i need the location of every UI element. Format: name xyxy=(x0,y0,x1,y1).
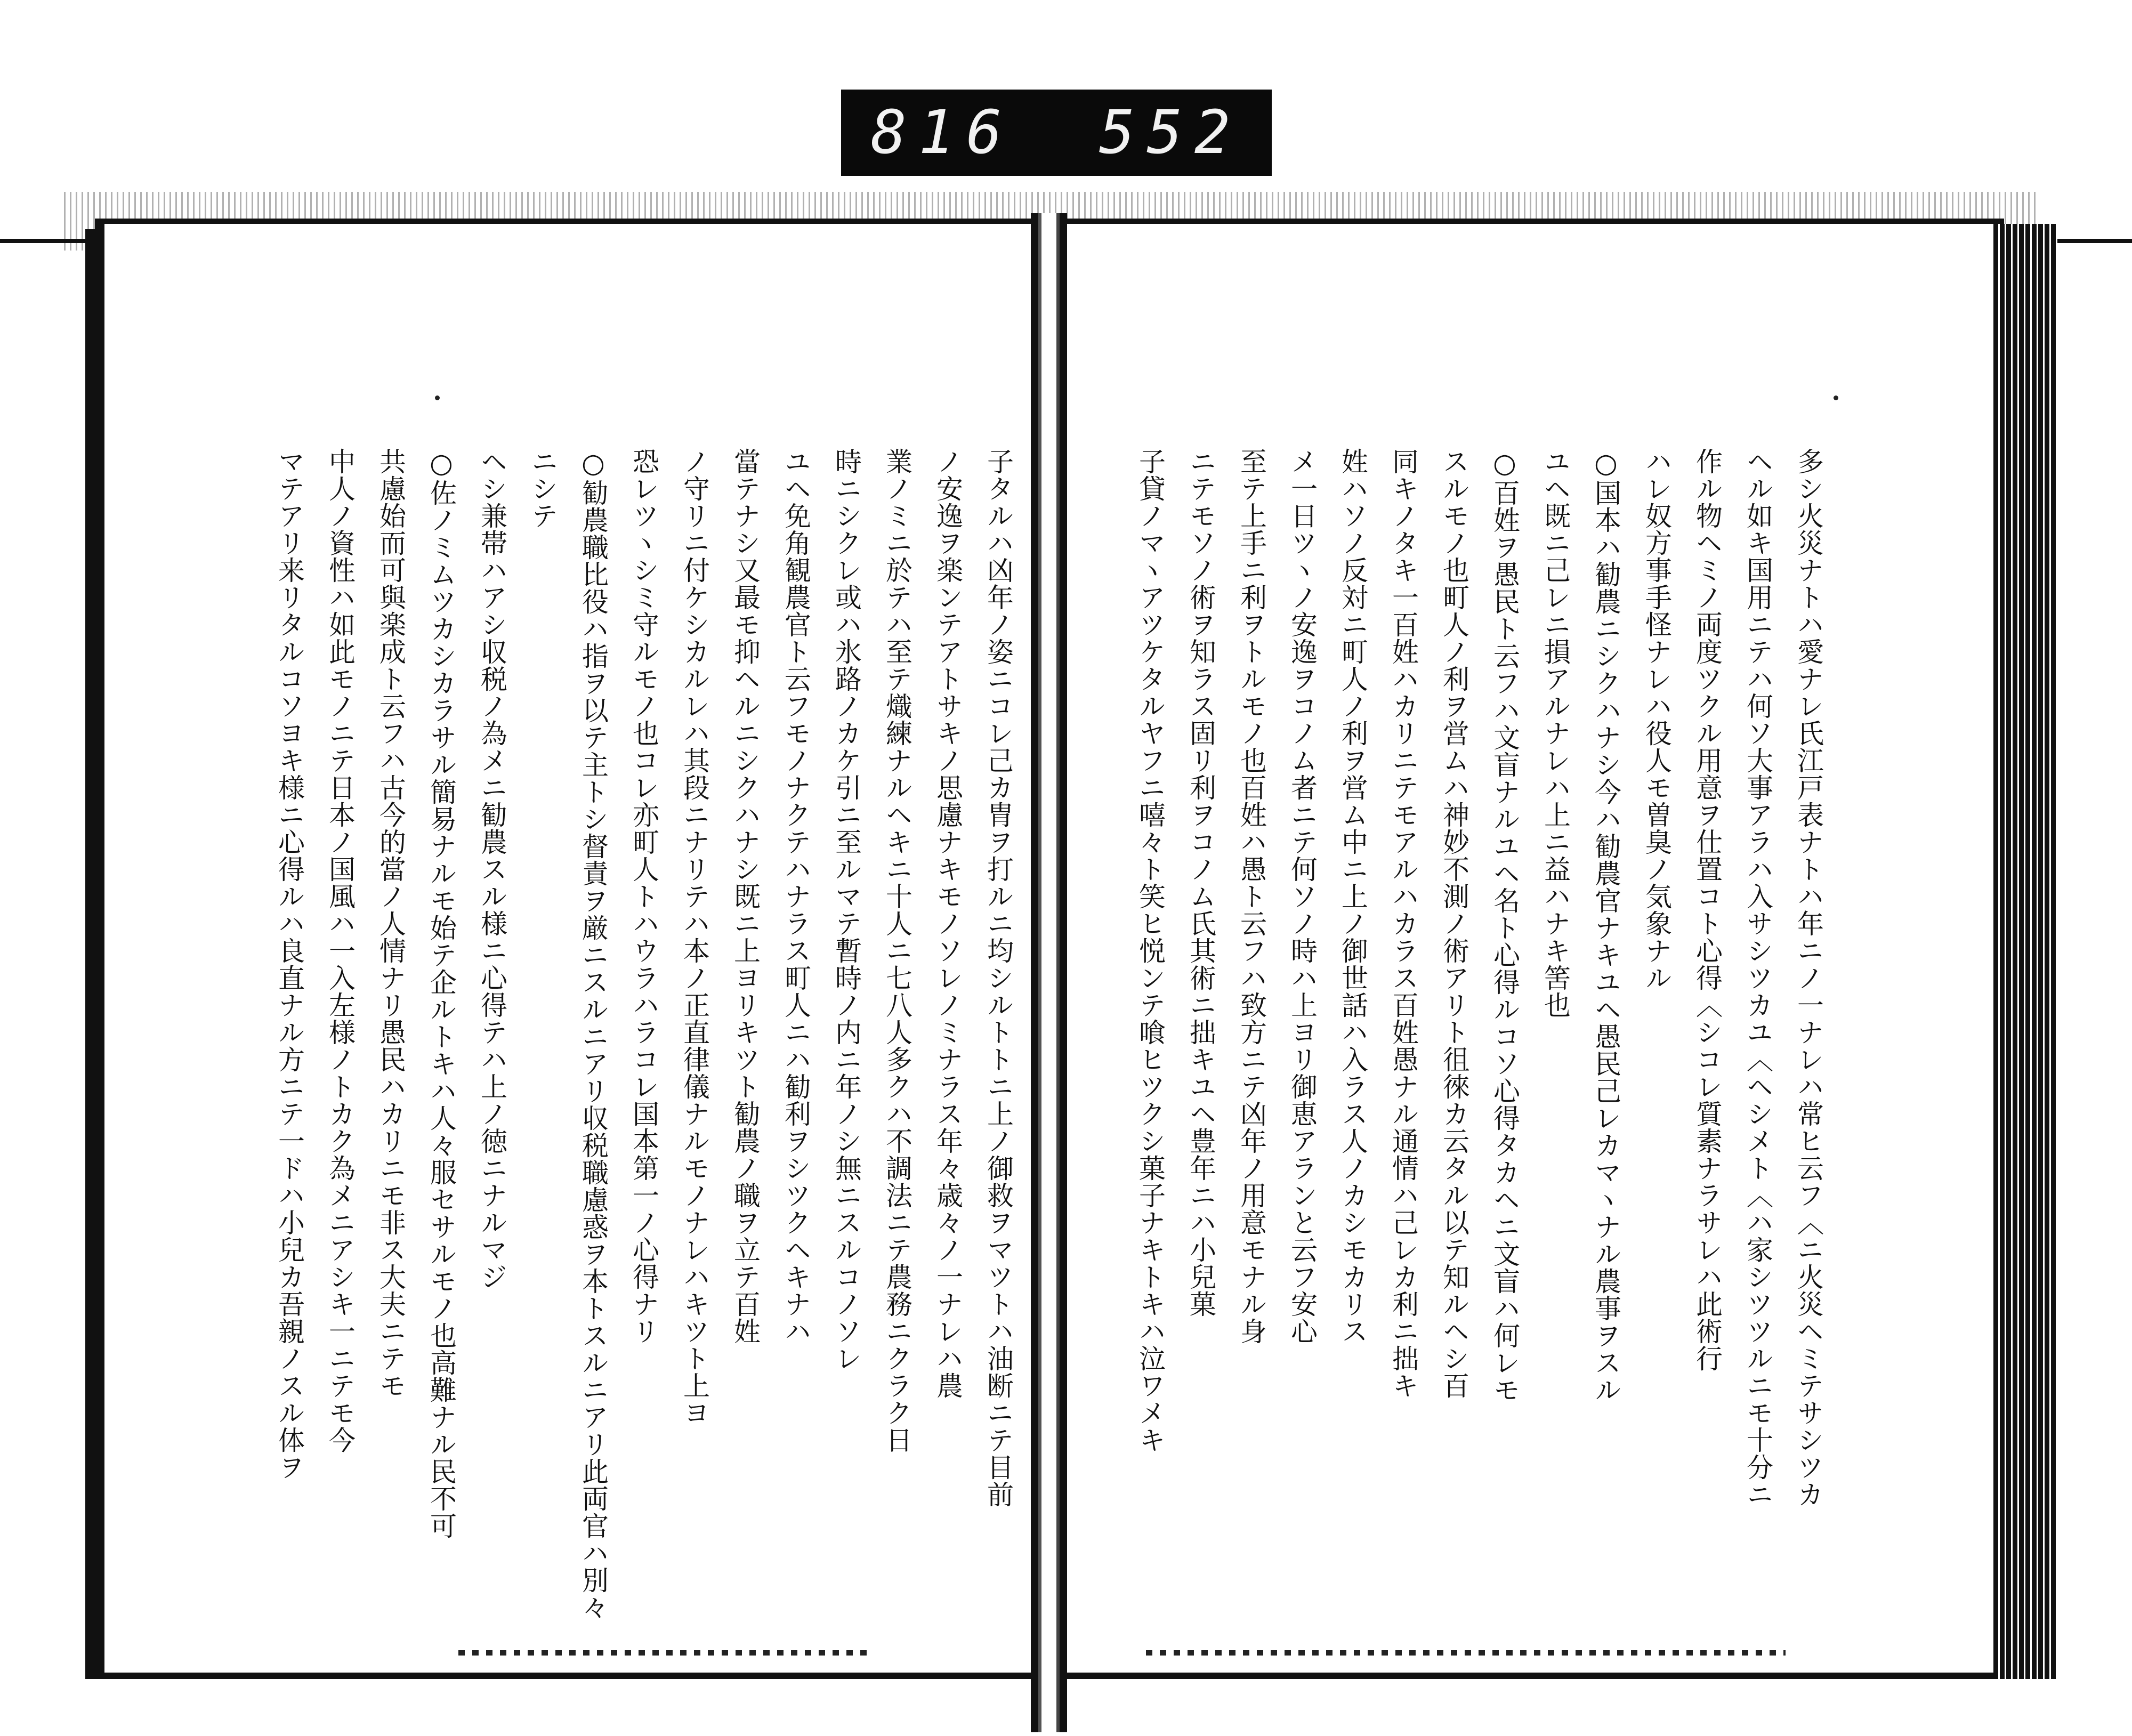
page-speck xyxy=(435,395,440,400)
text-line: 姓ハソノ反対ニ町人ノ利ヲ営ム中ニ上ノ御世話ハ入ラス人ノカシモカリス xyxy=(1337,448,1368,1345)
text-line: ハレ奴方事手怪ナレハ役人モ曽臭ノ気象ナル xyxy=(1641,448,1672,991)
text-line: ○百姓ヲ愚民ト云フハ文盲ナルユヘ名ト心得ルコソ心得タカヘニ文盲ハ何レモ xyxy=(1489,448,1520,1403)
text-line: 作ル物ヘミノ両度ツクル用意ヲ仕置コト心得〈シコレ質素ナラサレハ此術行 xyxy=(1692,448,1723,1372)
call-number-label xyxy=(841,90,1272,176)
text-line: 至テ上手ニ利ヲトルモノ也百姓ハ愚ト云フハ致方ニテ凶年ノ用意モナル身 xyxy=(1236,448,1267,1345)
text-line: 中人ノ資性ハ如此モノニテ日本ノ国風ハ一入左様ノトカク為メニアシキ一ニテモ今 xyxy=(325,448,356,1454)
frame-line-left xyxy=(0,239,96,243)
text-line: スルモノ也町人ノ利ヲ営ムハ神妙不測ノ術アリト徂徠カ云タル以テ知ルヘシ百 xyxy=(1439,448,1469,1399)
text-line: ニテモソノ術ヲ知ラス固リ利ヲコノム氏其術ニ拙キユヘ豊年ニハ小兒菓 xyxy=(1185,448,1216,1318)
text-line: メ一日ツヽノ安逸ヲコノム者ニテ何ソノ時ハ上ヨリ御恵アランと云フ安心 xyxy=(1287,448,1318,1345)
text-line: 共慮始而可與楽成ト云フハ古今的當ノ人情ナリ愚民ハカリニモ非ス大夫ニテモ xyxy=(375,448,406,1399)
text-line: ヘル如キ国用ニテハ何ソ大事アラハ入サシツカユ〈ヘシメト〈ハ家シツツルニモ十分ニ xyxy=(1742,448,1773,1508)
page-speck xyxy=(1834,395,1838,400)
text-line: マテアリ来リタルコソヨキ様ニ心得ルハ良直ナル方ニテ一ドハ小兒カ吾親ノスル体ヲ xyxy=(274,448,305,1481)
text-line: ○佐ノミムツカシカラサル簡易ナルモ始テ企ルトキハ人々服セサルモノ也高難ナル民不可 xyxy=(426,448,457,1539)
bottom-edge-marks-right xyxy=(1146,1650,1786,1656)
left-page-text xyxy=(160,448,1023,1636)
text-line: ノ安逸ヲ楽ンテアトサキノ思慮ナキモノソレノミナラス年々歳々ノ一ナレハ農 xyxy=(932,448,963,1399)
call-number-right: 552 xyxy=(1099,98,1242,167)
text-line: 子貸ノマヽアツケタルヤフニ嘻々ト笑ヒ悦ンテ喰ヒツクシ菓子ナキトキハ泣ワメキ xyxy=(1135,448,1166,1454)
book-gutter xyxy=(1031,213,1067,1732)
text-line: ヘシ兼帯ハアシ収税ノ為メニ勧農スル様ニ心得テハ上ノ徳ニナルマジ xyxy=(477,448,507,1290)
text-line: 當テナシ又最モ抑ヘルニシクハナシ既ニ上ヨリキツト勧農ノ職ヲ立テ百姓 xyxy=(730,448,761,1345)
text-line: ○勧農職比役ハ指ヲ以テ主トシ督責ヲ厳ニスルニアリ収税職慮惑ヲ本トスルニアリ此両官ハ別々ニシテ xyxy=(527,448,609,1621)
text-line: 時ニシクレ或ハ氷路ノカケ引ニ至ルマテ暫時ノ内ニ年ノシ無ニスルコノソレ xyxy=(831,448,862,1372)
text-line: 同キノタキ一百姓ハカリニテモアルハカラス百姓愚ナル通情ハ己レカ利ニ拙キ xyxy=(1388,448,1419,1399)
fore-edge-pages xyxy=(1993,224,2057,1679)
call-number-left: 816 xyxy=(870,98,1014,167)
text-line: 恐レツヽシミ守ルモノ也コレ亦町人トハウラハラコレ国本第一ノ心得ナリ xyxy=(628,448,659,1345)
text-line: 多シ火災ナトハ愛ナレ氏江戸表ナトハ年ニノ一ナレハ常ヒ云フ〈ニ火災ヘミテサシツカ xyxy=(1793,448,1824,1508)
right-page-text xyxy=(1087,448,1834,1636)
text-line: ユヘ既ニ己レニ損アルナレハ上ニ益ハナキ筈也 xyxy=(1540,448,1571,1019)
text-line: ○国本ハ勧農ニシクハナシ今ハ勧農官ナキユヘ愚民己レカマヽナル農事ヲスル xyxy=(1590,448,1621,1403)
text-line: 業ノミニ於テハ至テ熾練ナルヘキニ十人ニ七八人多クハ不調法ニテ農務ニクラク日 xyxy=(882,448,912,1454)
bottom-edge-marks-left xyxy=(458,1650,874,1656)
text-line: ユヘ免角観農官ト云フモノナクテハナラス町人ニハ勧利ヲシツクヘキナハ xyxy=(780,448,811,1345)
text-line: 子タルハ凶年ノ姿ニコレ己カ胄ヲ打ルニ均シルトトニ上ノ御救ヲマツトハ油断ニテ目前 xyxy=(983,448,1014,1508)
text-line: ノ守リニ付ケシカルレハ其段ニナリテハ本ノ正直律儀ナルモノナレハキツト上ヨ xyxy=(679,448,710,1426)
